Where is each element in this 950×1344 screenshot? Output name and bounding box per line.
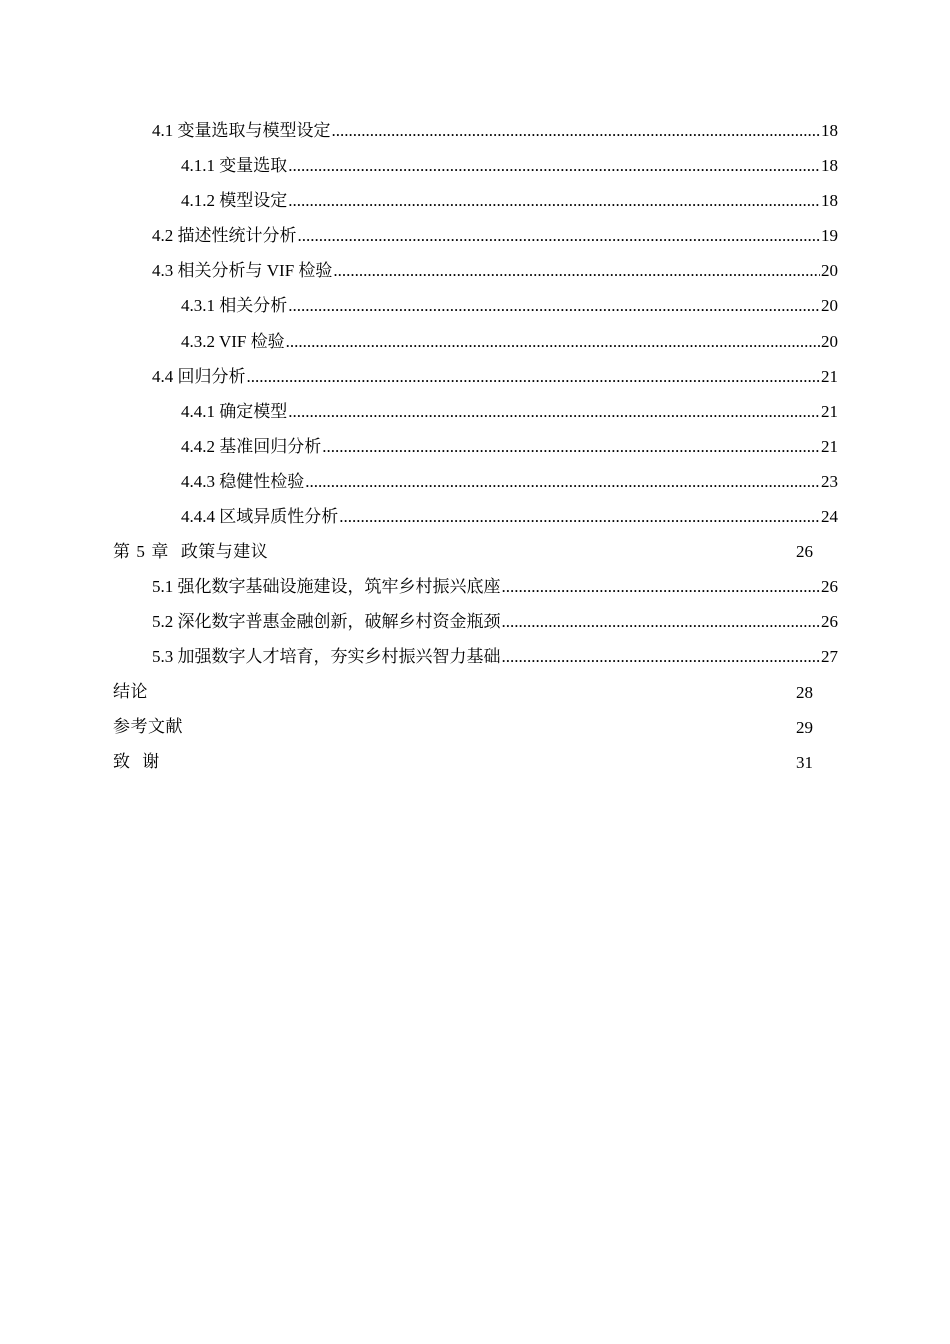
toc-entry-4-4-4[interactable]	[0, 499, 950, 534]
toc-chapter-page: 31	[796, 752, 813, 772]
dot-leader	[305, 464, 820, 499]
toc-chapter-label: 结论	[113, 681, 148, 702]
toc-entry-page: 19	[821, 226, 838, 246]
toc-entry-label: 4.1.2 模型设定	[181, 191, 288, 211]
dot-leader	[288, 183, 820, 218]
dot-leader	[288, 148, 820, 183]
toc-chapter-label: 参考文献	[113, 716, 183, 737]
toc-entry-label: 5.1 强化数字基础设施建设，筑牢乡村振兴底座	[152, 577, 501, 597]
dot-leader	[502, 569, 821, 604]
toc-entry-page: 26	[821, 577, 838, 597]
toc-references[interactable]	[0, 710, 950, 745]
toc-entry-page: 21	[821, 401, 838, 421]
toc-entry-label: 4.4.3 稳健性检验	[181, 471, 305, 491]
dot-leader	[298, 218, 821, 253]
dot-leader	[333, 253, 820, 288]
toc-entry-page: 27	[821, 647, 838, 667]
toc-chapter-label: 致 谢	[113, 751, 160, 772]
toc-entry-page: 24	[821, 507, 838, 527]
toc-entry-4-3-2[interactable]	[0, 324, 950, 359]
toc-entry-4-2[interactable]	[0, 218, 950, 253]
dot-leader	[332, 113, 821, 148]
toc-entry-4-4-2[interactable]	[0, 429, 950, 464]
toc-entry-page: 21	[821, 366, 838, 386]
toc-chapter-5[interactable]	[0, 534, 950, 569]
toc-entry-label: 4.3.2 VIF 检验	[181, 331, 285, 351]
toc-entry-page: 18	[821, 156, 838, 176]
dot-leader	[288, 288, 820, 323]
toc-chapter-label	[113, 534, 268, 570]
toc-entry-4-1[interactable]	[0, 113, 950, 148]
toc-chapter-page: 26	[796, 542, 813, 562]
toc-entry-label: 4.1.1 变量选取	[181, 156, 288, 176]
dot-leader	[286, 324, 820, 359]
toc-entry-label: 4.4.1 确定模型	[181, 401, 288, 421]
toc-entry-4-4[interactable]	[0, 359, 950, 394]
toc-entry-label: 5.2 深化数字普惠金融创新，破解乡村资金瓶颈	[152, 612, 501, 632]
dot-leader	[502, 604, 821, 639]
toc-entry-5-2[interactable]	[0, 604, 950, 639]
toc-entry-5-1[interactable]	[0, 569, 950, 604]
toc-entry-page: 23	[821, 471, 838, 491]
table-of-contents	[0, 113, 950, 780]
toc-entry-page: 20	[821, 296, 838, 316]
toc-acknowledgements[interactable]	[0, 745, 950, 780]
toc-entry-label: 4.4.2 基准回归分析	[181, 436, 322, 456]
toc-entry-label: 4.3.1 相关分析	[181, 296, 288, 316]
toc-entry-page: 21	[821, 436, 838, 456]
dot-leader	[247, 359, 821, 394]
toc-entry-label: 4.1 变量选取与模型设定	[152, 121, 331, 140]
toc-entry-label: 4.2 描述性统计分析	[152, 226, 297, 246]
toc-entry-5-3[interactable]	[0, 639, 950, 674]
toc-entry-4-3-1[interactable]	[0, 288, 950, 323]
toc-entry-4-4-3[interactable]	[0, 464, 950, 499]
toc-chapter-page: 28	[796, 682, 813, 702]
chapter-suffix: 章	[151, 542, 169, 563]
toc-entry-page: 20	[821, 331, 838, 351]
dot-leader	[288, 394, 820, 429]
toc-entry-4-1-1[interactable]	[0, 148, 950, 183]
toc-entry-label: 4.4.4 区域异质性分析	[181, 507, 339, 527]
chapter-title: 政策与建议	[180, 542, 269, 563]
toc-entry-page: 20	[821, 261, 838, 281]
toc-entry-label: 4.4 回归分析	[152, 366, 246, 386]
dot-leader	[502, 639, 821, 674]
toc-chapter-page: 29	[796, 717, 813, 737]
dot-leader	[322, 429, 820, 464]
toc-entry-page: 18	[821, 191, 838, 211]
toc-entry-page: 26	[821, 612, 838, 632]
chapter-number: 5	[136, 542, 146, 562]
dot-leader	[339, 499, 820, 534]
toc-conclusion[interactable]	[0, 675, 950, 710]
toc-entry-page: 18	[821, 121, 838, 140]
toc-entry-4-3[interactable]	[0, 253, 950, 288]
chapter-prefix: 第	[113, 542, 131, 563]
toc-entry-label: 5.3 加强数字人才培育，夯实乡村振兴智力基础	[152, 647, 501, 667]
toc-entry-label: 4.3 相关分析与 VIF 检验	[152, 261, 333, 281]
toc-entry-4-1-2[interactable]	[0, 183, 950, 218]
toc-entry-4-4-1[interactable]	[0, 394, 950, 429]
